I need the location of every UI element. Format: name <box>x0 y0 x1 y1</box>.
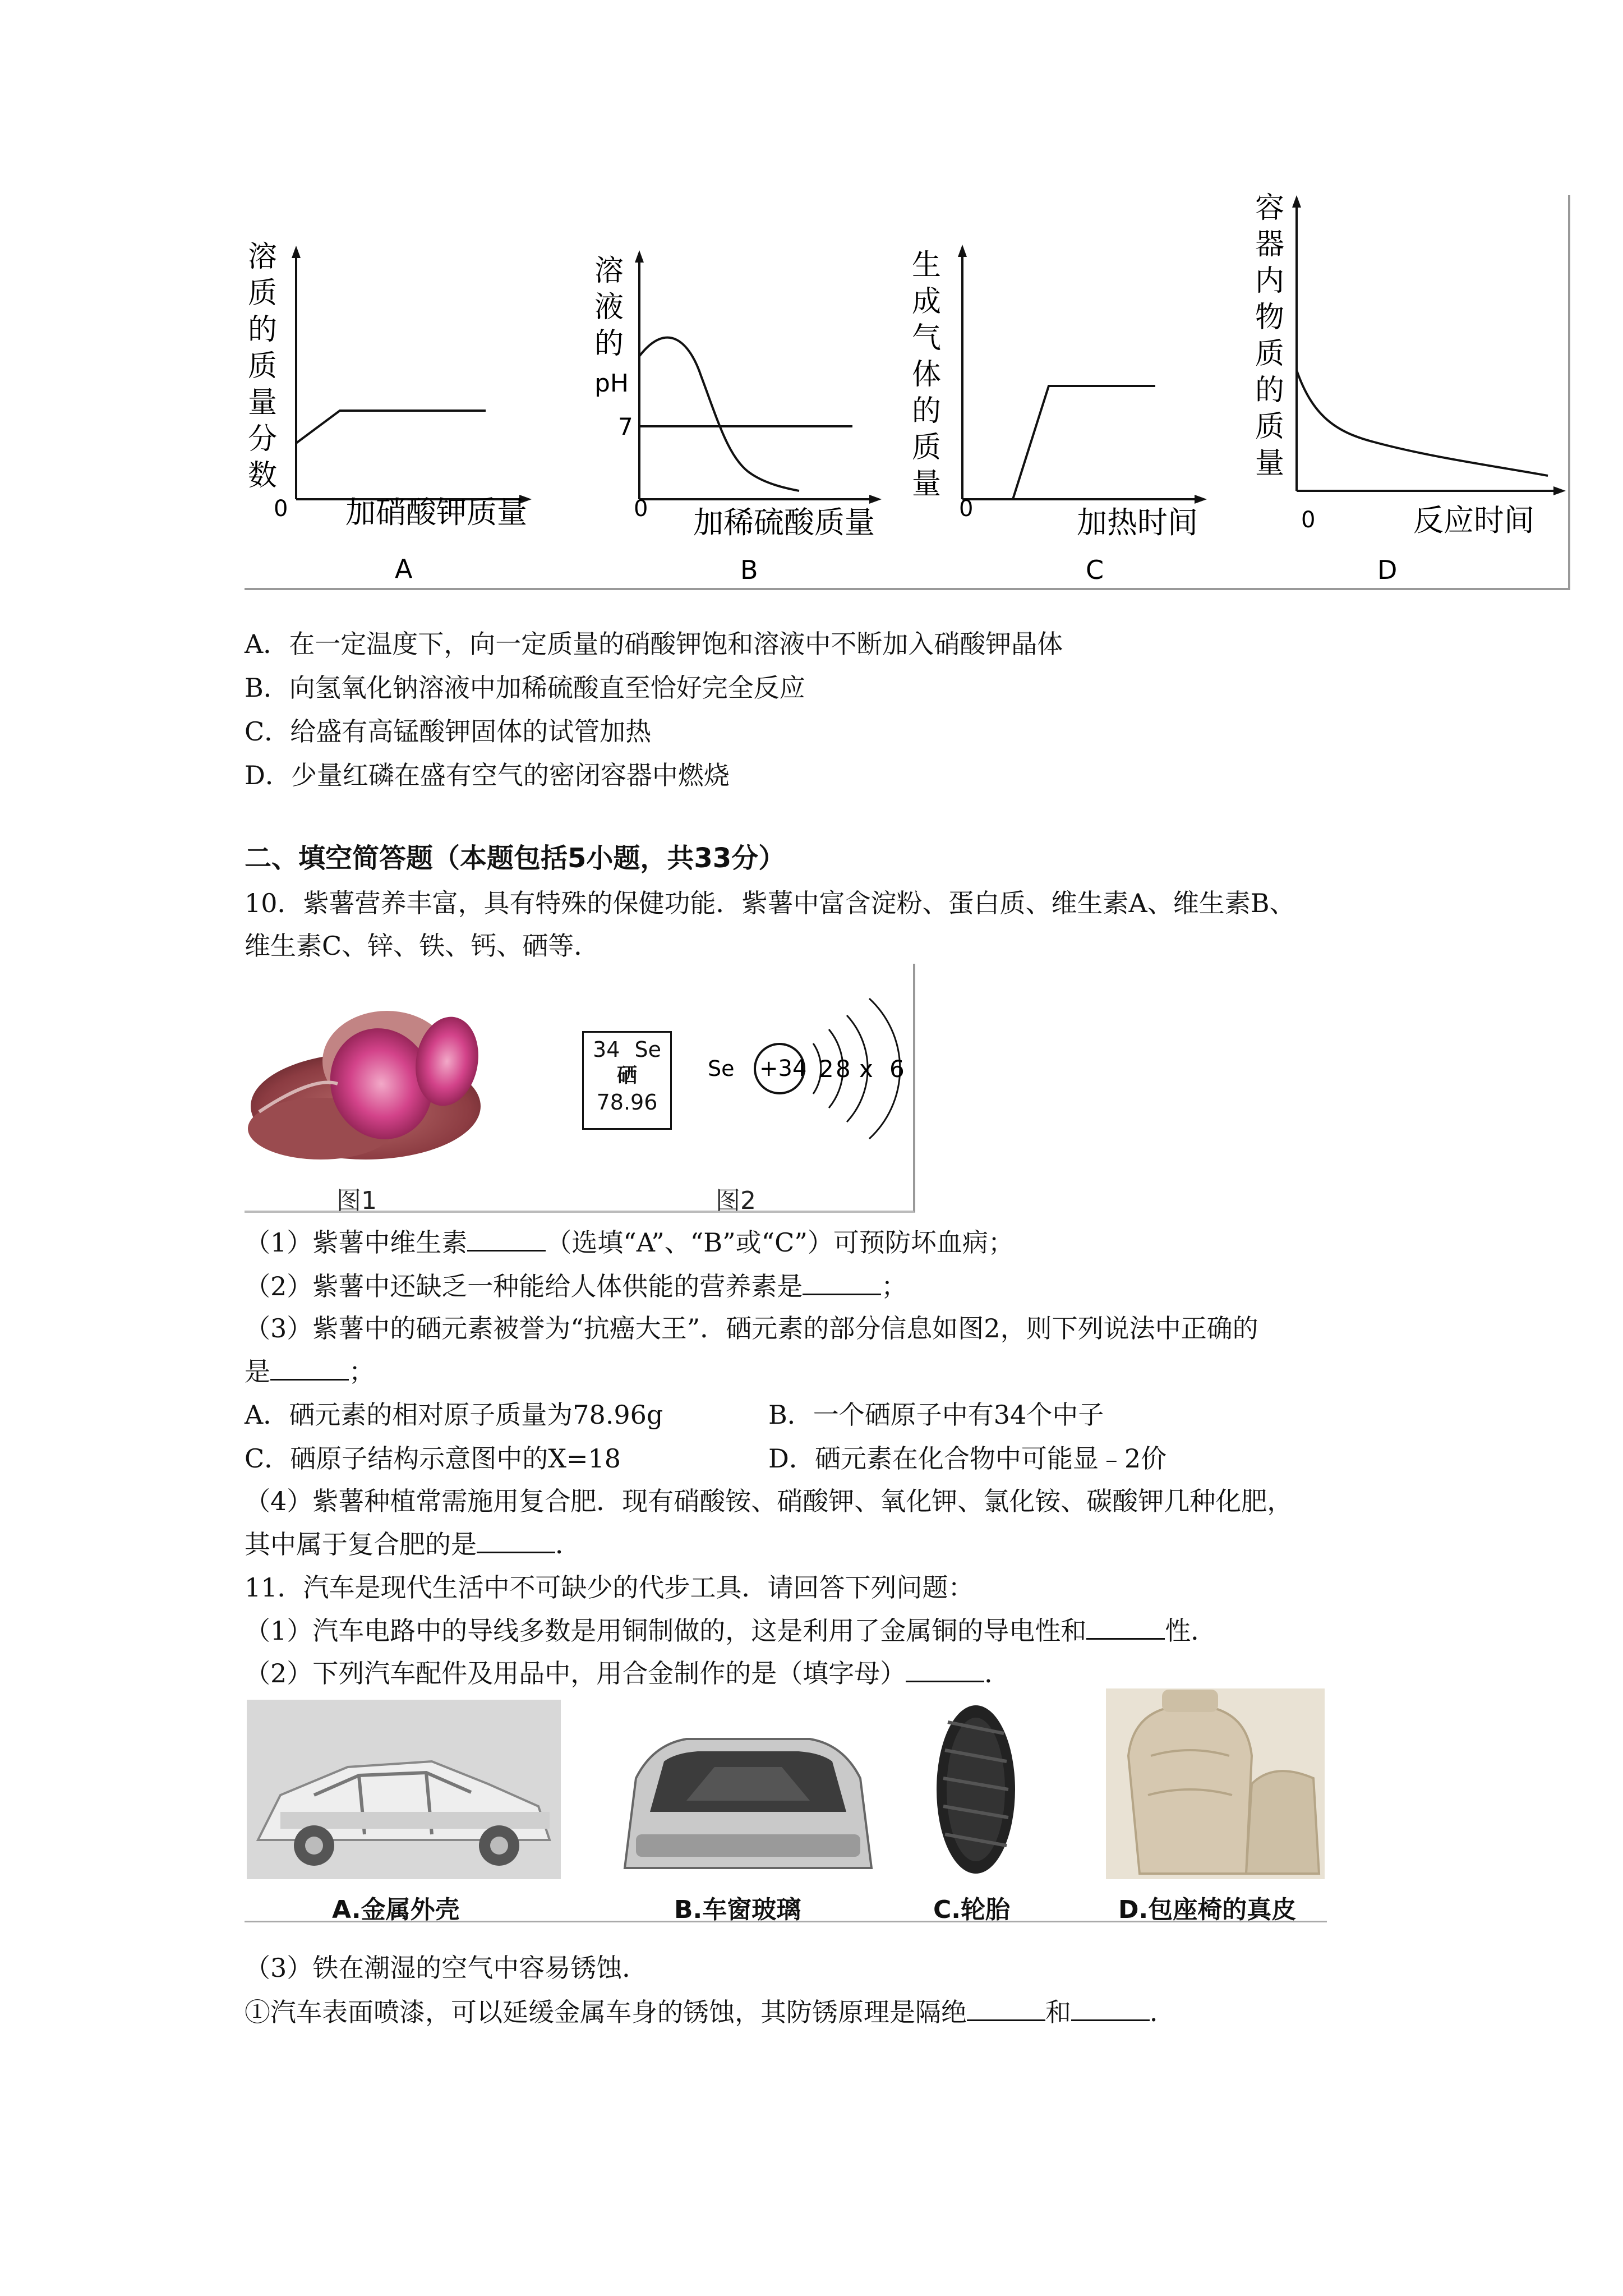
graph-d-ylabel: 容器内物 质的质量 <box>1255 191 1285 480</box>
graph-b-x-arrow <box>869 495 882 504</box>
graph-c-origin: 0 <box>959 496 974 522</box>
q11-sub3-1-text: ①汽车表面喷漆，可以延缓金属车身的锈蚀，其防锈原理是隔绝 <box>245 1997 967 2027</box>
q10-sub2-tail: ； <box>881 1271 907 1301</box>
q11-sub2-text: （2）下列汽车配件及用品中，用合金制作的是（填字母） <box>245 1658 906 1688</box>
graph-c-x-arrow <box>1195 495 1207 504</box>
part-a-label: A.金属外壳 <box>332 1895 460 1924</box>
graph-b-letter: B <box>740 555 758 585</box>
q10-choice-a: A．硒元素的相对原子质量为78.96g <box>245 1400 663 1430</box>
element-number: 34 <box>593 1037 620 1062</box>
option-d: D．少量红磷在盛有空气的密闭容器中燃烧 <box>245 760 730 790</box>
graph-a-curve <box>296 411 486 443</box>
graph-a-xlabel: 加硝酸钾质量 <box>345 495 527 530</box>
sweet-potato-photo <box>248 994 500 1162</box>
shell-2-count: 8 <box>836 1055 851 1083</box>
section-heading: 二、填空简答题（本题包括5小题，共33分） <box>245 843 786 874</box>
q10-sub3-tail: ； <box>349 1356 375 1387</box>
q10-sub3-line1: （3）紫薯中的硒元素被誉为“抗癌大王”．硒元素的部分信息如图2，则下列说法中正确的 <box>245 1313 1258 1343</box>
q11-sub3-1-blank2[interactable] <box>1071 1995 1150 2021</box>
q10-sub3-text: 是 <box>245 1356 270 1387</box>
graph-c <box>909 236 1223 595</box>
graph-d-letter: D <box>1377 555 1398 585</box>
q11-sub2-blank[interactable] <box>906 1656 984 1682</box>
part-c-label: C.轮胎 <box>933 1895 1011 1924</box>
graph-a-ylabel: 溶质的 质量分数 <box>248 240 278 493</box>
q10-sub1-text: （1）紫薯中维生素 <box>245 1227 468 1258</box>
q11-sub3-1 <box>245 1995 1175 2029</box>
q10-choice-c: C．硒原子结构示意图中的X=18 <box>245 1443 621 1474</box>
q10-sub1-blank[interactable] <box>467 1225 546 1251</box>
graph-a-letter: A <box>395 554 413 584</box>
part-b-label: B.车窗玻璃 <box>674 1895 801 1924</box>
q11-sub2 <box>245 1656 1010 1690</box>
leather-seat-photo <box>1106 1688 1325 1879</box>
graph-d-xlabel: 反应时间 <box>1413 503 1534 538</box>
element-symbol: Se <box>634 1037 661 1062</box>
graph-c-xlabel: 加热时间 <box>1077 505 1198 540</box>
q10-sub4-text: 其中属于复合肥的是 <box>245 1529 477 1559</box>
graph-b-curve <box>639 338 799 491</box>
q11-sub1 <box>245 1613 1216 1648</box>
q10-choice-d: D．硒元素在化合物中可能显﹣2价 <box>768 1443 1167 1474</box>
graph-a-y-arrow <box>292 246 301 258</box>
graph-d-x-arrow <box>1553 486 1566 495</box>
q10-sub2 <box>245 1269 907 1303</box>
element-name: 硒 <box>616 1064 637 1087</box>
option-c: C．给盛有高锰酸钾固体的试管加热 <box>245 716 652 747</box>
graph-d-origin: 0 <box>1301 507 1316 533</box>
graph-a <box>245 236 547 595</box>
q10-choice-b: B．一个硒原子中有34个中子 <box>768 1400 1104 1430</box>
q11-sub3-1-blank1[interactable] <box>967 1995 1045 2021</box>
shell-4-count: 6 <box>889 1055 905 1083</box>
q10-sub4-line2 <box>245 1527 581 1561</box>
q10-stem-line1: 10．紫薯营养丰富，具有特殊的保健功能．紫薯中富含淀粉、蛋白质、维生素A、维生素B、 <box>245 888 1295 918</box>
option-a: A．在一定温度下，向一定质量的硝酸钾饱和溶液中不断加入硝酸钾晶体 <box>245 629 1063 659</box>
q11-stem: 11．汽车是现代生活中不可缺少的代步工具．请回答下列问题： <box>245 1572 974 1603</box>
shell-1-count: 2 <box>819 1055 834 1083</box>
q10-sub2-text: （2）紫薯中还缺乏一种能给人体供能的营养素是 <box>245 1271 803 1301</box>
q11-sub1-blank[interactable] <box>1086 1613 1165 1640</box>
car-window-photo <box>602 1700 894 1879</box>
q10-sub1-tail: （选填“A”、“B”或“C”）可预防坏血病； <box>546 1227 1014 1258</box>
q10-sub1 <box>245 1225 1014 1259</box>
graph-b <box>583 236 897 595</box>
graph-b-ylabel: 溶液的 pH <box>594 254 629 398</box>
q10-sub3-blank[interactable] <box>270 1354 349 1381</box>
fig2-caption: 图2 <box>716 1186 756 1215</box>
q11-sub1-tail: 性． <box>1165 1616 1217 1646</box>
shell-3-count: x <box>859 1055 873 1083</box>
atom-structure-diagram <box>707 976 920 1161</box>
graph-b-ref7: 7 <box>618 413 633 440</box>
atom-nucleus-charge: +34 <box>759 1056 807 1082</box>
q10-sub4-tail: ． <box>555 1529 581 1559</box>
q10-sub2-blank[interactable] <box>803 1269 881 1295</box>
q10-sub4-line1: （4）紫薯种植常需施用复合肥．现有硝酸铵、硝酸钾、氧化钾、氯化铵、碳酸钾几种化肥， <box>245 1486 1293 1516</box>
element-card <box>582 1031 672 1130</box>
part-d-label: D.包座椅的真皮 <box>1118 1895 1297 1924</box>
graph-c-curve <box>1013 386 1155 499</box>
q10-stem-line2: 维生素C、锌、铁、钙、硒等． <box>245 931 600 961</box>
fig1-caption: 图1 <box>336 1186 377 1215</box>
q11-sub2-tail: ． <box>984 1658 1011 1688</box>
graph-d-y-arrow <box>1292 195 1301 208</box>
q10-sub4-blank[interactable] <box>477 1527 555 1553</box>
graph-b-y-arrow <box>635 250 644 263</box>
tire-photo <box>925 1700 1026 1879</box>
graph-c-letter: C <box>1086 555 1104 585</box>
car-body-photo <box>247 1700 561 1879</box>
element-mass: 78.96 <box>596 1090 658 1115</box>
graph-b-xlabel: 加稀硫酸质量 <box>693 505 875 540</box>
option-b: B．向氢氧化钠溶液中加稀硫酸直至恰好完全反应 <box>245 673 805 703</box>
graph-b-origin: 0 <box>634 496 648 522</box>
q11-sub3: （3）铁在潮湿的空气中容易锈蚀． <box>245 1953 648 1983</box>
q11-sub3-1-tail: ． <box>1150 1997 1175 2027</box>
graph-c-ylabel: 生成气 体的质量 <box>912 249 942 501</box>
graph-c-y-arrow <box>958 245 967 257</box>
q11-sub1-text: （1）汽车电路中的导线多数是用铜制做的，这是利用了金属铜的导电性和 <box>245 1616 1087 1646</box>
atom-symbol: Se <box>708 1056 735 1081</box>
q11-sub3-1-mid: 和 <box>1045 1997 1071 2027</box>
graph-d-curve <box>1297 370 1548 476</box>
graph-d <box>1245 191 1581 595</box>
graph-a-origin: 0 <box>274 496 288 522</box>
q10-sub3-line2 <box>245 1354 375 1388</box>
